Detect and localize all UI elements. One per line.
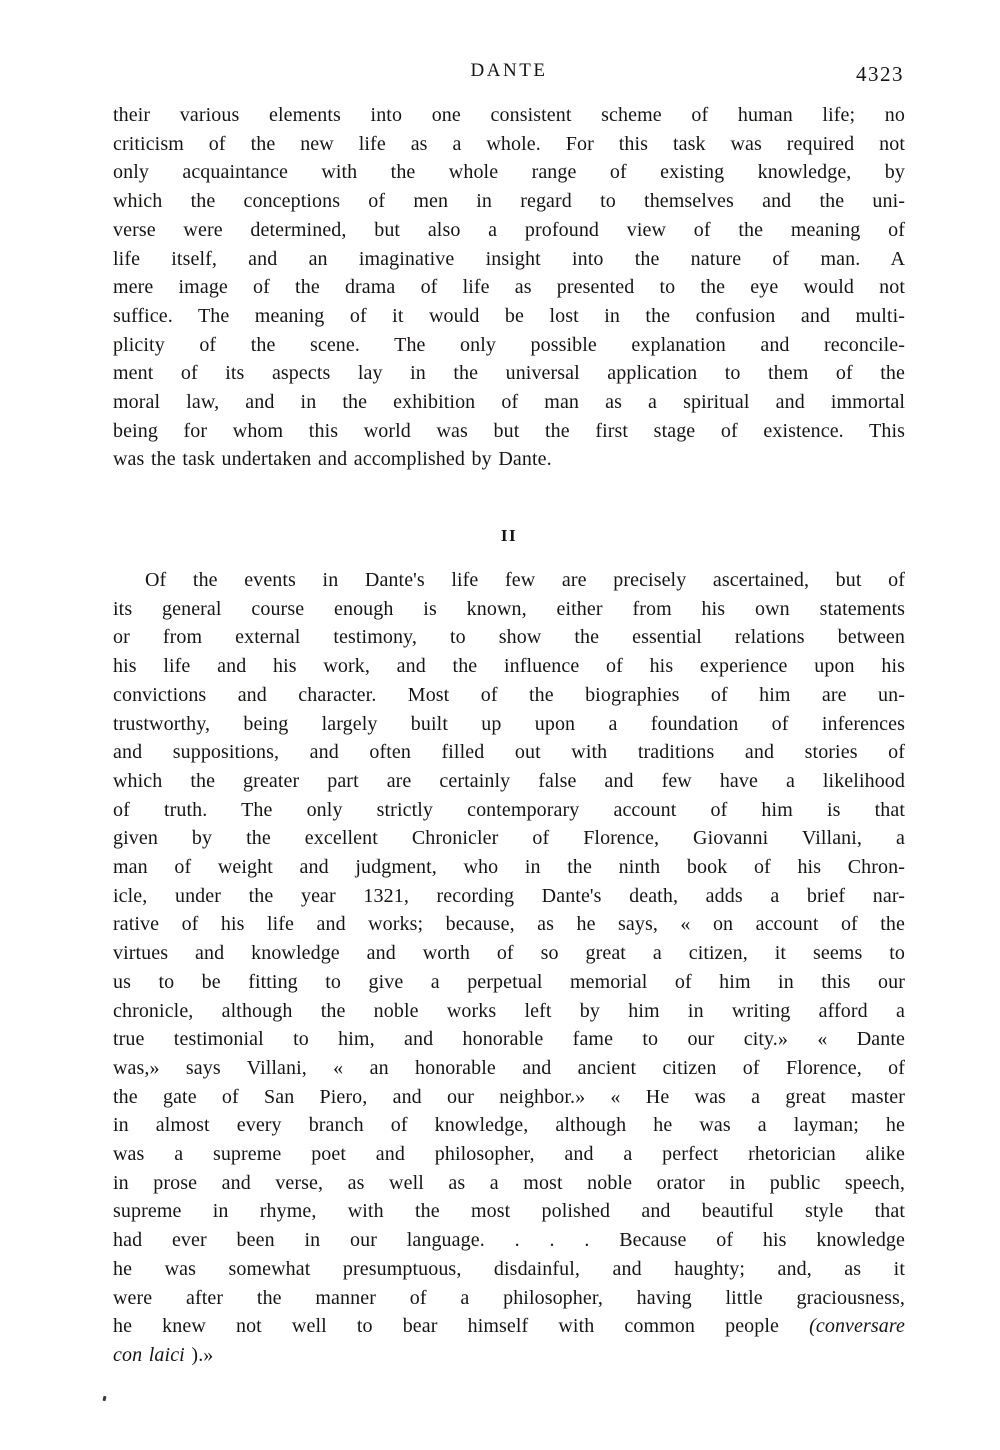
- text-line: its general course enough is known, either from his own statements: [113, 597, 905, 620]
- text-line: was a supreme poet and philosopher, and a perfect rhetorician alike: [113, 1143, 905, 1166]
- text-run-roman: he knew not well to bear himself with common people: [113, 1315, 810, 1338]
- scan-speck: [103, 1396, 107, 1402]
- text-line: their various elements into one consistent scheme of human life; no: [113, 104, 905, 126]
- text-line: verse were determined, but also a profound view of the meaning of: [113, 218, 905, 241]
- text-line: Of the events in Dante's life few are precisely ascertained, but of: [145, 569, 905, 591]
- text-line: being for whom this world was but the first stage of existence. This: [113, 419, 905, 442]
- text-line: ment of its aspects lay in the universal application to them of the: [113, 362, 905, 385]
- text-line: us to be fitting to give a perpetual memorial of him in this our: [113, 970, 905, 993]
- text-line: chronicle, although the noble works left by him in writing afford a: [113, 999, 905, 1022]
- text-line: [113, 1312, 905, 1341]
- text-line: had ever been in our language. . . . Because of his knowledge: [113, 1229, 905, 1252]
- text-line: virtues and knowledge and worth of so great a citizen, it seems to: [113, 942, 905, 965]
- text-line: or from external testimony, to show the essential relations between: [113, 626, 905, 649]
- text-line: was,» says Villani, « an honorable and ancient citizen of Florence, of: [113, 1056, 905, 1079]
- text-line: of truth. The only strictly contemporary account of him is that: [113, 798, 905, 821]
- page-number: 4323: [856, 62, 904, 86]
- text-run-roman: ).»: [184, 1343, 214, 1366]
- text-run-italic: (conversare: [809, 1315, 905, 1338]
- text-line: was the task undertaken and accomplished by Dante.: [113, 448, 552, 471]
- paragraph-two: [113, 566, 905, 1370]
- text-line: [113, 1341, 905, 1370]
- text-line: he was somewhat presumptuous, disdainful, and haughty; and, as it: [113, 1257, 905, 1280]
- text-line: were after the manner of a philosopher, having little graciousness,: [113, 1286, 905, 1309]
- running-head-title: DANTE: [470, 60, 548, 81]
- text-line: trustworthy, being largely built up upon a foundation of inferences: [113, 712, 905, 735]
- text-line: which the greater part are certainly false and few have a likelihood: [113, 769, 905, 792]
- text-line: supreme in rhyme, with the most polished and beautiful style that: [113, 1200, 905, 1223]
- text-line: rative of his life and works; because, as he says, « on account of the: [113, 913, 905, 936]
- text-line: his life and his work, and the influence of his experience upon his: [113, 655, 905, 678]
- text-line: the gate of San Piero, and our neighbor.» « He was a great master: [113, 1085, 905, 1108]
- text-line: only acquaintance with the whole range of existing knowledge, by: [113, 161, 905, 184]
- text-line: convictions and character. Most of the biographies of him are un-: [113, 683, 905, 706]
- text-line: and suppositions, and often filled out with traditions and stories of: [113, 741, 905, 764]
- text-line: moral law, and in the exhibition of man as a spiritual and immortal: [113, 391, 905, 414]
- text-line: life itself, and an imaginative insight into the nature of man. A: [113, 247, 905, 270]
- text-line: given by the excellent Chronicler of Florence, Giovanni Villani, a: [113, 827, 905, 850]
- text-line: in prose and verse, as well as a most noble orator in public speech,: [113, 1171, 905, 1194]
- text-line: mere image of the drama of life as presented to the eye would not: [113, 276, 905, 299]
- text-line: plicity of the scene. The only possible explanation and reconcile-: [113, 333, 905, 356]
- text-run-italic: con laici: [113, 1343, 185, 1366]
- text-line: man of weight and judgment, who in the ninth book of his Chron-: [113, 856, 905, 879]
- text-line: true testimonial to him, and honorable fame to our city.» « Dante: [113, 1028, 905, 1051]
- paragraph-one: [113, 101, 905, 474]
- text-line: suffice. The meaning of it would be lost in the confusion and multi-: [113, 304, 905, 327]
- text-line: criticism of the new life as a whole. For this task was required not: [113, 132, 905, 155]
- section-heading: II: [500, 526, 518, 545]
- text-line: icle, under the year 1321, recording Dante's death, adds a brief nar-: [113, 884, 905, 907]
- text-line: in almost every branch of knowledge, although he was a layman; he: [113, 1114, 905, 1137]
- text-line: which the conceptions of men in regard to themselves and the uni-: [113, 190, 905, 213]
